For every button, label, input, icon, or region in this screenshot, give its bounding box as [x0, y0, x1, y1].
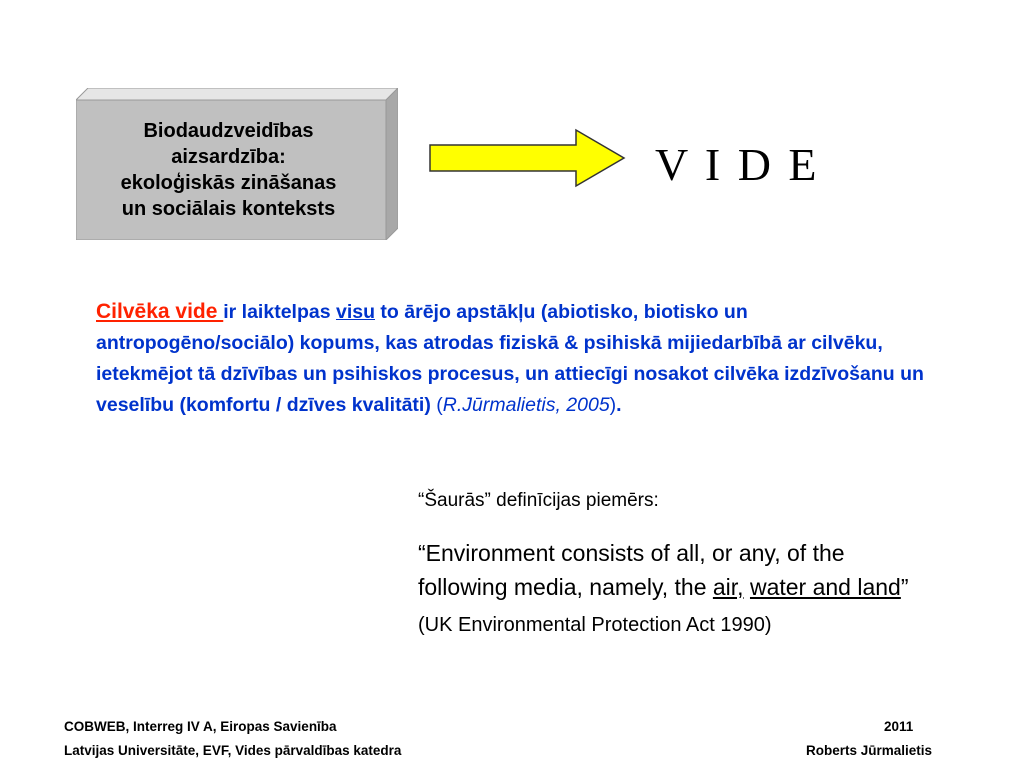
- quote-text-1: “Environment consists of all, or any, of the following media, namely, the: [418, 540, 845, 600]
- box-line-2: aizsardzība:: [171, 146, 286, 168]
- box-label: [76, 100, 381, 240]
- definition-term: Cilvēka vide: [96, 300, 224, 323]
- box-line-3: ekoloģiskās zināšanas: [120, 172, 337, 194]
- box-line-4: un sociālais konteksts: [121, 198, 336, 220]
- footer-left-line-2: Latvijas Universitāte, EVF, Vides pārvaldības katedra: [64, 743, 402, 758]
- box-line-1: Biodaudzveidības: [143, 120, 314, 142]
- quote-source: (UK Environmental Protection Act 1990): [418, 614, 772, 636]
- narrow-definition-heading: “Šaurās” definīcijas piemērs:: [418, 490, 659, 511]
- quote-underlined-2: water and land: [749, 574, 901, 600]
- definition-paragraph: [96, 296, 936, 421]
- footer-author: Roberts Jūrmalietis: [806, 743, 933, 758]
- right-arrow-icon: [428, 128, 628, 193]
- footer-left-line-1: COBWEB, Interreg IV A, Eiropas Savienība: [64, 719, 337, 734]
- definition-period: .: [616, 394, 622, 416]
- citation-open: (: [436, 394, 443, 416]
- quote-close: ”: [900, 574, 909, 600]
- quote-underlined-1: air,: [712, 574, 744, 600]
- definition-text-1: ir laiktelpas: [223, 301, 336, 323]
- definition-underlined: visu: [335, 301, 376, 323]
- footer-year: 2011: [884, 719, 914, 734]
- narrow-definition-quote: [418, 536, 938, 642]
- vide-title: V I D E: [655, 139, 817, 190]
- citation: R.Jūrmalietis, 2005: [442, 394, 610, 416]
- citation-close: ): [609, 394, 617, 416]
- definition-text-2: to ārējo apstākļu (abiotisko, biotisko un antropogēno/sociālo) kopums, kas atrodas fiziskā & psihiskā mijiedarbībā ar cilvēku, ietekmējot tā dzīvības un psihiskos procesus, un attiecīgi nosakot cilvēka izdzīvošanu un veselību (komfortu / dzīves kvalitāti): [96, 301, 924, 416]
